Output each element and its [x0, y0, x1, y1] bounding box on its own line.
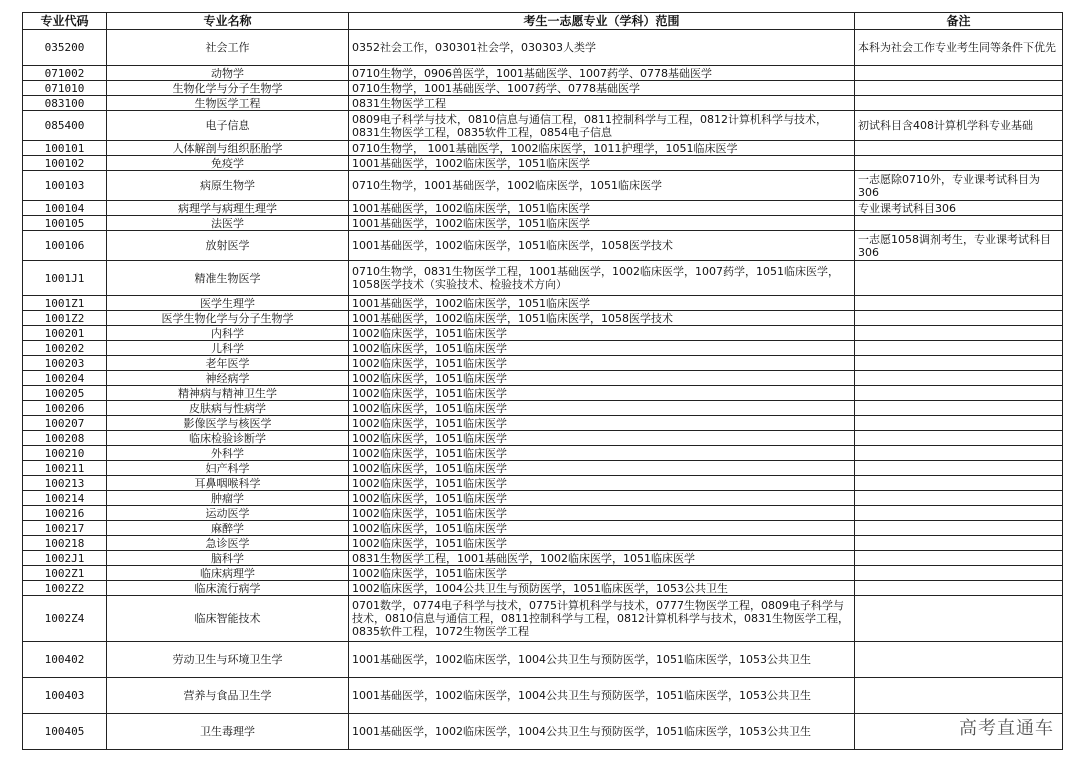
name-cell: 精准生物医学: [107, 261, 349, 296]
note-cell: [855, 261, 1063, 296]
range-cell: 1002临床医学，1051临床医学: [349, 356, 855, 371]
note-cell: [855, 581, 1063, 596]
name-cell: 劳动卫生与环境卫生学: [107, 642, 349, 678]
note-cell: [855, 356, 1063, 371]
name-cell: 免疫学: [107, 156, 349, 171]
table-row: [23, 386, 1063, 401]
range-cell: 1002临床医学，1051临床医学: [349, 326, 855, 341]
table-container: [22, 12, 1062, 750]
code-cell: 100103: [23, 171, 107, 201]
note-cell: [855, 446, 1063, 461]
range-cell: 1002临床医学，1051临床医学: [349, 566, 855, 581]
code-cell: 071002: [23, 66, 107, 81]
range-cell: 1002临床医学，1051临床医学: [349, 476, 855, 491]
range-cell: 1002临床医学，1004公共卫生与预防医学，1051临床医学，1053公共卫生: [349, 581, 855, 596]
code-cell: 100217: [23, 521, 107, 536]
table-row: [23, 642, 1063, 678]
code-cell: 1001Z1: [23, 296, 107, 311]
code-cell: 100204: [23, 371, 107, 386]
watermark-text: 高考直通车: [959, 718, 1054, 739]
name-cell: 肿瘤学: [107, 491, 349, 506]
note-cell: [855, 521, 1063, 536]
note-cell: [855, 216, 1063, 231]
range-cell: 0710生物学， 1001基础医学，1002临床医学，1011护理学，1051临床医学: [349, 141, 855, 156]
name-cell: 耳鼻咽喉科学: [107, 476, 349, 491]
name-cell: 电子信息: [107, 111, 349, 141]
name-cell: 影像医学与核医学: [107, 416, 349, 431]
name-cell: 临床智能技术: [107, 596, 349, 642]
note-cell: [855, 551, 1063, 566]
note-cell: [855, 506, 1063, 521]
table-body: [23, 30, 1063, 750]
range-cell: 1001基础医学，1002临床医学，1004公共卫生与预防医学，1051临床医学，1053公共卫生: [349, 678, 855, 714]
table-row: [23, 341, 1063, 356]
code-cell: 100218: [23, 536, 107, 551]
name-cell: 社会工作: [107, 30, 349, 66]
note-cell: [855, 66, 1063, 81]
range-cell: 0710生物学，1001基础医学、1007药学、0778基础医学: [349, 81, 855, 96]
name-cell: 临床流行病学: [107, 581, 349, 596]
range-cell: 1002临床医学，1051临床医学: [349, 491, 855, 506]
table-row: [23, 111, 1063, 141]
note-cell: [855, 476, 1063, 491]
range-cell: 1002临床医学，1051临床医学: [349, 461, 855, 476]
code-cell: 100213: [23, 476, 107, 491]
header-note: 备注: [855, 13, 1063, 30]
table-row: [23, 401, 1063, 416]
majors-table: [22, 12, 1063, 750]
note-cell: [855, 296, 1063, 311]
range-cell: 1001基础医学，1002临床医学，1051临床医学: [349, 201, 855, 216]
name-cell: 皮肤病与性病学: [107, 401, 349, 416]
code-cell: 100206: [23, 401, 107, 416]
table-row: [23, 231, 1063, 261]
name-cell: 神经病学: [107, 371, 349, 386]
note-cell: [855, 566, 1063, 581]
name-cell: 医学生物化学与分子生物学: [107, 311, 349, 326]
range-cell: 1002临床医学，1051临床医学: [349, 506, 855, 521]
code-cell: 035200: [23, 30, 107, 66]
range-cell: 1002临床医学，1051临床医学: [349, 536, 855, 551]
table-row: [23, 714, 1063, 750]
code-cell: 100210: [23, 446, 107, 461]
note-cell: 一志愿1058调剂考生，专业课考试科目306: [855, 231, 1063, 261]
name-cell: 麻醉学: [107, 521, 349, 536]
note-cell: [855, 461, 1063, 476]
name-cell: 精神病与精神卫生学: [107, 386, 349, 401]
code-cell: 1002J1: [23, 551, 107, 566]
name-cell: 妇产科学: [107, 461, 349, 476]
range-cell: 0710生物学，1001基础医学，1002临床医学，1051临床医学: [349, 171, 855, 201]
note-cell: [855, 341, 1063, 356]
table-row: [23, 566, 1063, 581]
name-cell: 运动医学: [107, 506, 349, 521]
note-cell: [855, 311, 1063, 326]
table-row: [23, 678, 1063, 714]
range-cell: 1001基础医学，1002临床医学，1051临床医学，1058医学技术: [349, 311, 855, 326]
code-cell: 1002Z1: [23, 566, 107, 581]
note-cell: [855, 156, 1063, 171]
name-cell: 营养与食品卫生学: [107, 678, 349, 714]
table-row: [23, 371, 1063, 386]
header-range: 考生一志愿专业（学科）范围: [349, 13, 855, 30]
table-row: [23, 326, 1063, 341]
name-cell: 病原生物学: [107, 171, 349, 201]
range-cell: 1001基础医学，1002临床医学，1004公共卫生与预防医学，1051临床医学，1053公共卫生: [349, 642, 855, 678]
table-header-row: [23, 13, 1063, 30]
note-cell: [855, 326, 1063, 341]
name-cell: 病理学与病理生理学: [107, 201, 349, 216]
note-cell: [855, 386, 1063, 401]
table-row: [23, 431, 1063, 446]
name-cell: 生物医学工程: [107, 96, 349, 111]
table-row: [23, 596, 1063, 642]
note-cell: 专业课考试科目306: [855, 201, 1063, 216]
code-cell: 100106: [23, 231, 107, 261]
range-cell: 0831生物医学工程，1001基础医学，1002临床医学，1051临床医学: [349, 551, 855, 566]
range-cell: 0352社会工作，030301社会学，030303人类学: [349, 30, 855, 66]
table-row: [23, 156, 1063, 171]
range-cell: 1002临床医学，1051临床医学: [349, 371, 855, 386]
code-cell: 1002Z4: [23, 596, 107, 642]
code-cell: 085400: [23, 111, 107, 141]
table-row: [23, 81, 1063, 96]
table-row: [23, 96, 1063, 111]
code-cell: 100211: [23, 461, 107, 476]
range-cell: 1001基础医学，1002临床医学，1004公共卫生与预防医学，1051临床医学，1053公共卫生: [349, 714, 855, 750]
code-cell: 100105: [23, 216, 107, 231]
name-cell: 临床病理学: [107, 566, 349, 581]
name-cell: 临床检验诊断学: [107, 431, 349, 446]
code-cell: 100202: [23, 341, 107, 356]
code-cell: 100214: [23, 491, 107, 506]
code-cell: 100405: [23, 714, 107, 750]
code-cell: 071010: [23, 81, 107, 96]
note-cell: 初试科目含408计算机学科专业基础: [855, 111, 1063, 141]
header-name: 专业名称: [107, 13, 349, 30]
code-cell: 100205: [23, 386, 107, 401]
range-cell: 1001基础医学，1002临床医学，1051临床医学: [349, 156, 855, 171]
name-cell: 脑科学: [107, 551, 349, 566]
range-cell: 0831生物医学工程: [349, 96, 855, 111]
note-cell: [855, 81, 1063, 96]
range-cell: 0710生物学，0906兽医学，1001基础医学、1007药学、0778基础医学: [349, 66, 855, 81]
table-row: [23, 551, 1063, 566]
note-cell: [855, 371, 1063, 386]
name-cell: 卫生毒理学: [107, 714, 349, 750]
note-cell: [855, 536, 1063, 551]
range-cell: 1001基础医学，1002临床医学，1051临床医学，1058医学技术: [349, 231, 855, 261]
note-cell: [855, 642, 1063, 678]
code-cell: 1001Z2: [23, 311, 107, 326]
table-row: [23, 521, 1063, 536]
table-row: [23, 311, 1063, 326]
note-cell: 本科为社会工作专业考生同等条件下优先: [855, 30, 1063, 66]
name-cell: 放射医学: [107, 231, 349, 261]
code-cell: 1002Z2: [23, 581, 107, 596]
range-cell: 0701数学，0774电子科学与技术，0775计算机科学与技术，0777生物医学工程，0809电子科学与技术，0810信息与通信工程，0811控制科学与工程，0812计算机科学与技术，0831生物医学工程，0835软件工程，1072生物医学工程: [349, 596, 855, 642]
code-cell: 083100: [23, 96, 107, 111]
note-cell: [855, 431, 1063, 446]
range-cell: 1002临床医学，1051临床医学: [349, 416, 855, 431]
table-row: [23, 216, 1063, 231]
note-cell: [855, 596, 1063, 642]
range-cell: 0710生物学，0831生物医学工程，1001基础医学，1002临床医学，1007药学，1051临床医学，1058医学技术（实验技术、检验技术方向）: [349, 261, 855, 296]
name-cell: 人体解剖与组织胚胎学: [107, 141, 349, 156]
note-cell: [855, 678, 1063, 714]
name-cell: 急诊医学: [107, 536, 349, 551]
code-cell: 100208: [23, 431, 107, 446]
note-cell: [855, 96, 1063, 111]
range-cell: 1001基础医学，1002临床医学，1051临床医学: [349, 296, 855, 311]
code-cell: 1001J1: [23, 261, 107, 296]
table-row: [23, 201, 1063, 216]
note-cell: [855, 141, 1063, 156]
name-cell: 内科学: [107, 326, 349, 341]
table-row: [23, 536, 1063, 551]
name-cell: 法医学: [107, 216, 349, 231]
name-cell: 儿科学: [107, 341, 349, 356]
note-cell: 一志愿除0710外，专业课考试科目为306: [855, 171, 1063, 201]
table-row: [23, 416, 1063, 431]
range-cell: 1002临床医学，1051临床医学: [349, 341, 855, 356]
code-cell: 100402: [23, 642, 107, 678]
table-row: [23, 141, 1063, 156]
table-row: [23, 506, 1063, 521]
range-cell: 1001基础医学，1002临床医学，1051临床医学: [349, 216, 855, 231]
table-row: [23, 30, 1063, 66]
name-cell: 老年医学: [107, 356, 349, 371]
name-cell: 动物学: [107, 66, 349, 81]
table-row: [23, 446, 1063, 461]
header-code: 专业代码: [23, 13, 107, 30]
code-cell: 100203: [23, 356, 107, 371]
table-row: [23, 296, 1063, 311]
note-cell: [855, 491, 1063, 506]
table-row: [23, 581, 1063, 596]
table-row: [23, 476, 1063, 491]
table-row: [23, 491, 1063, 506]
code-cell: 100216: [23, 506, 107, 521]
code-cell: 100207: [23, 416, 107, 431]
range-cell: 1002临床医学，1051临床医学: [349, 521, 855, 536]
code-cell: 100201: [23, 326, 107, 341]
code-cell: 100101: [23, 141, 107, 156]
name-cell: 生物化学与分子生物学: [107, 81, 349, 96]
range-cell: 1002临床医学，1051临床医学: [349, 431, 855, 446]
code-cell: 100403: [23, 678, 107, 714]
table-row: [23, 461, 1063, 476]
range-cell: 1002临床医学，1051临床医学: [349, 446, 855, 461]
code-cell: 100102: [23, 156, 107, 171]
name-cell: 外科学: [107, 446, 349, 461]
name-cell: 医学生理学: [107, 296, 349, 311]
table-row: [23, 261, 1063, 296]
table-row: [23, 356, 1063, 371]
table-row: [23, 66, 1063, 81]
note-cell: [855, 401, 1063, 416]
table-row: [23, 171, 1063, 201]
note-cell: [855, 416, 1063, 431]
range-cell: 0809电子科学与技术，0810信息与通信工程，0811控制科学与工程，0812计算机科学与技术，0831生物医学工程，0835软件工程，0854电子信息: [349, 111, 855, 141]
range-cell: 1002临床医学，1051临床医学: [349, 386, 855, 401]
range-cell: 1002临床医学，1051临床医学: [349, 401, 855, 416]
code-cell: 100104: [23, 201, 107, 216]
